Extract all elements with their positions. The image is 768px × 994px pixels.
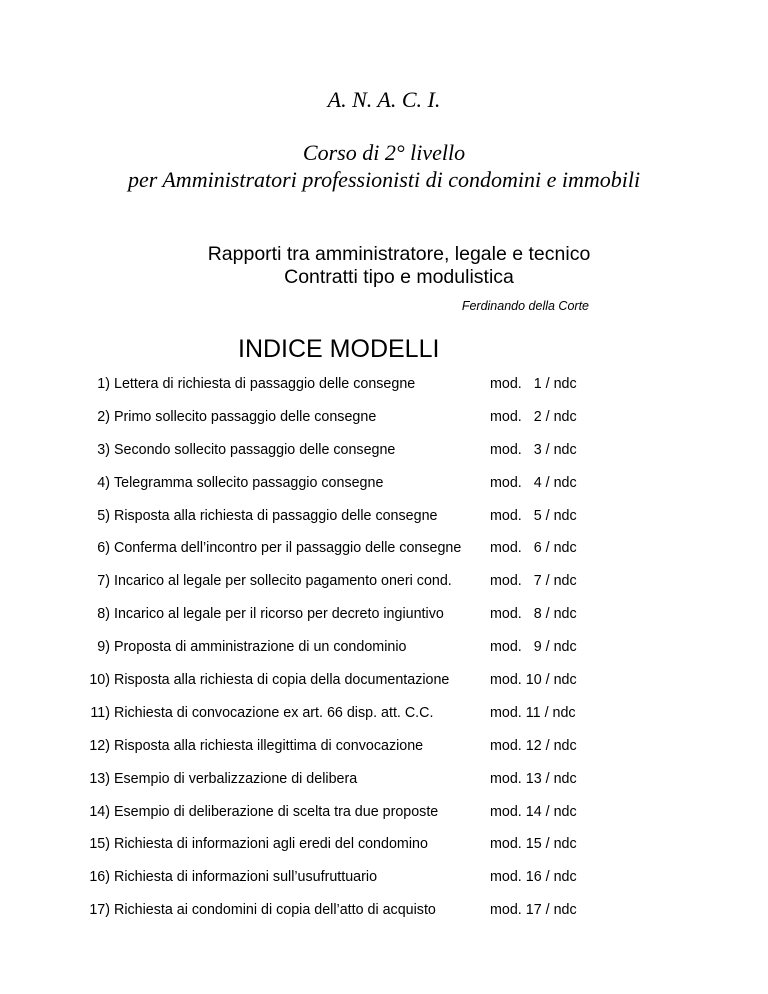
index-item-number: 15)	[89, 836, 110, 853]
index-item	[0, 701, 768, 734]
document-subtitle-line1: Rapporti tra amministratore, legale e tecnico	[207, 243, 591, 265]
index-item-title: Primo sollecito passaggio delle consegne	[114, 408, 377, 425]
index-item-number: 6)	[97, 540, 110, 557]
index-item-code: mod. 6 / ndc	[490, 540, 577, 557]
index-item	[0, 405, 768, 438]
index-item	[0, 602, 768, 635]
index-item-code: mod. 2 / ndc	[490, 408, 577, 425]
index-item	[0, 898, 768, 931]
organization-name: A. N. A. C. I.	[327, 87, 441, 112]
index-item-code: mod. 12 / ndc	[490, 737, 577, 754]
index-item-title: Richiesta di informazioni agli eredi del condomino	[114, 836, 428, 853]
index-item	[0, 569, 768, 602]
index-item-number: 10)	[89, 672, 110, 689]
author-name: Ferdinando della Corte	[461, 299, 589, 313]
index-item-title: Lettera di richiesta di passaggio delle consegne	[114, 376, 416, 392]
index-item-title: Richiesta ai condomini di copia dell’atto di acquisto	[114, 902, 436, 919]
index-item-number: 12)	[89, 737, 110, 754]
index-item-number: 16)	[89, 869, 110, 886]
index-item-number: 1)	[97, 376, 110, 392]
course-audience: per Amministratori professionisti di condomini e immobili	[127, 167, 641, 192]
index-item-title: Esempio di verbalizzazione di delibera	[114, 770, 358, 787]
index-item	[0, 471, 768, 504]
index-item-number: 4)	[97, 474, 110, 491]
index-item-title: Risposta alla richiesta di passaggio delle consegne	[114, 507, 438, 524]
index-item-code: mod. 10 / ndc	[490, 672, 577, 689]
index-item-code: mod. 17 / ndc	[490, 902, 577, 919]
index-item	[0, 800, 768, 833]
index-item-code: mod. 14 / ndc	[490, 803, 577, 820]
index-item-code: mod. 3 / ndc	[490, 441, 577, 458]
index-item	[0, 504, 768, 537]
index-item-title: Esempio di deliberazione di scelta tra due proposte	[114, 803, 439, 820]
index-item-number: 8)	[97, 606, 110, 623]
index-item-title: Secondo sollecito passaggio delle consegne	[114, 441, 396, 458]
index-item-code: mod. 4 / ndc	[490, 474, 577, 491]
index-item-title: Conferma dell’incontro per il passaggio delle consegne	[114, 540, 462, 557]
index-item	[0, 832, 768, 865]
index-item-number: 5)	[97, 507, 110, 524]
index-list	[0, 372, 768, 931]
course-level: Corso di 2° livello	[302, 140, 466, 165]
index-item-number: 13)	[89, 770, 110, 787]
index-item-code: mod. 5 / ndc	[490, 507, 577, 524]
index-item-number: 17)	[89, 902, 110, 919]
index-item	[0, 635, 768, 668]
index-item-title: Incarico al legale per il ricorso per decreto ingiuntivo	[114, 606, 444, 623]
index-item-code: mod. 11 / ndc	[490, 704, 576, 721]
index-item-code: mod. 15 / ndc	[490, 836, 577, 853]
index-item-number: 11)	[90, 704, 110, 721]
index-item-number: 3)	[97, 441, 110, 458]
index-item-code: mod. 7 / ndc	[490, 573, 577, 590]
index-item-number: 7)	[97, 573, 110, 590]
index-item-title: Proposta di amministrazione di un condominio	[114, 639, 407, 656]
index-item-code: mod. 16 / ndc	[490, 869, 577, 886]
index-item-code: mod. 8 / ndc	[490, 606, 577, 623]
index-item	[0, 668, 768, 701]
index-item-title: Risposta alla richiesta di copia della documentazione	[114, 672, 450, 689]
index-item	[0, 438, 768, 471]
index-item	[0, 767, 768, 800]
index-item-code: mod. 9 / ndc	[490, 639, 577, 656]
index-item-code: mod. 1 / ndc	[490, 376, 577, 392]
index-item-title: Richiesta di convocazione ex art. 66 disp. att. C.C.	[114, 704, 434, 721]
index-item-title: Incarico al legale per sollecito pagamento oneri cond.	[114, 573, 452, 590]
index-item	[0, 372, 768, 405]
index-title: INDICE MODELLI	[238, 335, 440, 363]
index-item-number: 14)	[89, 803, 110, 820]
index-item-code: mod. 13 / ndc	[490, 770, 577, 787]
index-item-number: 9)	[97, 639, 110, 656]
index-item	[0, 734, 768, 767]
index-item-title: Richiesta di informazioni sull’usufruttuario	[114, 869, 378, 886]
index-item-title: Risposta alla richiesta illegittima di convocazione	[114, 737, 424, 754]
index-item-number: 2)	[97, 408, 110, 425]
index-item	[0, 865, 768, 898]
index-item	[0, 536, 768, 569]
document-subtitle-line2: Contratti tipo e modulistica	[284, 266, 514, 288]
index-item-title: Telegramma sollecito passaggio consegne	[114, 474, 384, 491]
